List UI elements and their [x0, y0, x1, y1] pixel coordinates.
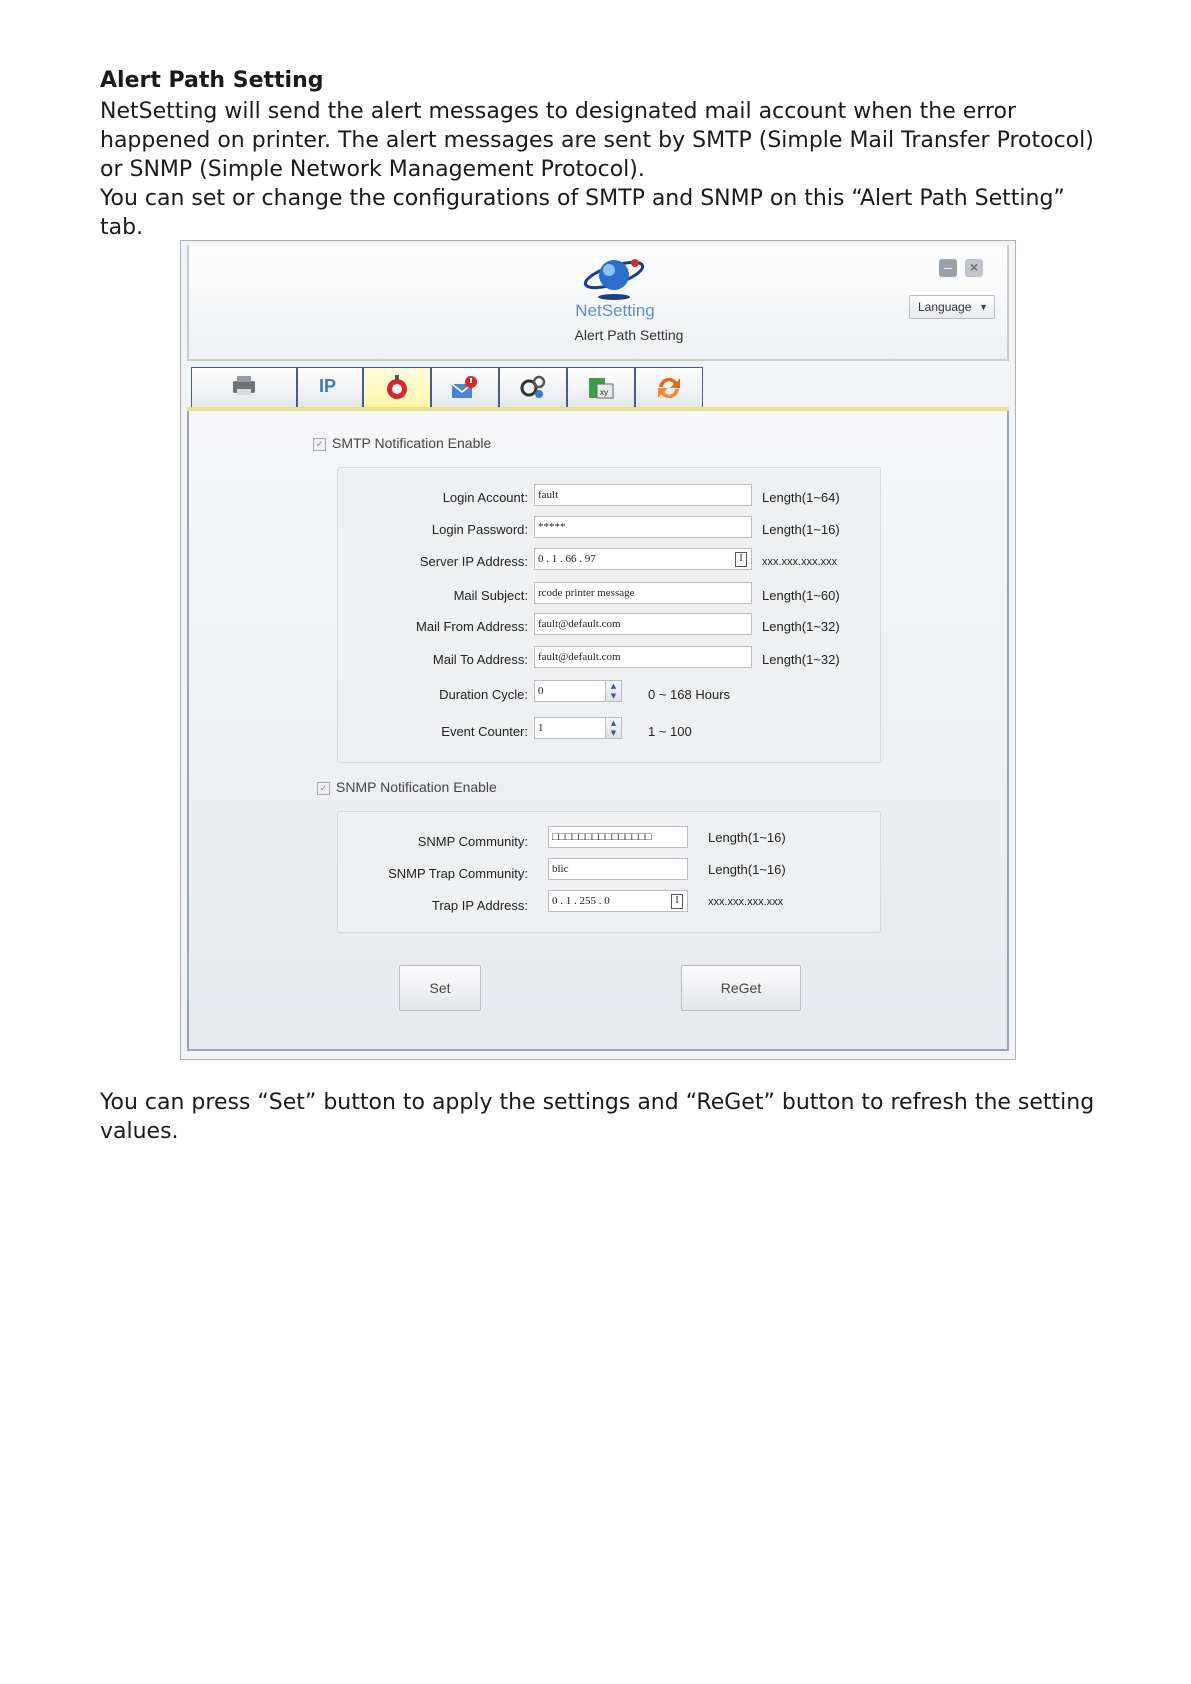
alert-bell-icon: [383, 374, 411, 400]
smtp-settings-group: [337, 467, 881, 763]
language-label: Language: [918, 300, 972, 314]
snmp-trap-community-input[interactable]: blic: [548, 858, 688, 880]
snmp-enable-label: SNMP Notification Enable: [336, 779, 497, 795]
alert-path-panel: [187, 411, 1009, 1051]
keyboard-card-icon: [587, 374, 615, 400]
server-ip-label: Server IP Address:: [419, 554, 528, 569]
tab-bar: [187, 367, 1009, 409]
duration-cycle-label: Duration Cycle:: [439, 687, 528, 702]
smtp-enable-checkbox[interactable]: [313, 435, 491, 451]
mail-subject-label: Mail Subject:: [453, 588, 528, 603]
text-cursor-icon: I: [671, 894, 683, 909]
refresh-icon: [655, 374, 683, 400]
tab-printer[interactable]: [191, 367, 297, 407]
checkmark-icon: ✓: [317, 782, 330, 795]
svg-text:IP: IP: [319, 376, 337, 396]
mail-from-input[interactable]: fault@default.com: [534, 613, 752, 635]
doc-outro: You can press “Set” button to apply the settings and “ReGet” button to refresh the setting values.: [100, 1090, 1095, 1144]
snmp-trap-community-hint: Length(1~16): [708, 862, 786, 877]
tab-configuration[interactable]: [499, 367, 567, 407]
snmp-trap-community-label: SNMP Trap Community:: [388, 866, 528, 881]
login-account-input[interactable]: fault: [534, 484, 752, 506]
event-counter-label: Event Counter:: [441, 724, 528, 739]
tab-refresh[interactable]: [635, 367, 703, 407]
mail-to-input[interactable]: fault@default.com: [534, 646, 752, 668]
language-dropdown[interactable]: [909, 295, 995, 319]
ip-network-icon: [316, 374, 344, 398]
reget-button[interactable]: ReGet: [681, 965, 801, 1011]
page-caption: Alert Path Setting: [574, 327, 684, 343]
intro-paragraph-1: NetSetting will send the alert messages to designated mail account when the error happened on printer. The alert messages are sent by SMTP (Simple Mail Transfer Protocol) or SNMP (Simple Network Management Protocol).: [100, 99, 1094, 182]
mail-subject-hint: Length(1~60): [762, 588, 840, 603]
trap-ip-label: Trap IP Address:: [431, 898, 528, 913]
minimize-icon: –: [944, 259, 952, 275]
snmp-community-hint: Length(1~16): [708, 830, 786, 845]
duration-cycle-value: 0: [538, 685, 544, 697]
mail-alert-icon: [451, 374, 479, 400]
event-counter-hint: 1 ~ 100: [648, 724, 692, 739]
tab-mail-alert[interactable]: [431, 367, 499, 407]
globe-logo-icon: [579, 251, 649, 307]
intro-paragraph-2: You can set or change the configurations of SMTP and SNMP on this “Alert Path Setting” tab.: [100, 186, 1065, 240]
snmp-community-input[interactable]: □□□□□□□□□□□□□□□: [548, 826, 688, 848]
login-password-hint: Length(1~16): [762, 522, 840, 537]
trap-ip-hint: xxx.xxx.xxx.xxx: [708, 896, 784, 908]
server-ip-input[interactable]: [534, 548, 752, 570]
mail-subject-input[interactable]: rcode printer message: [534, 582, 752, 604]
close-icon: ×: [969, 259, 979, 275]
gears-icon: [519, 374, 547, 400]
printer-icon: [230, 374, 258, 398]
minimize-button[interactable]: [939, 259, 957, 277]
server-ip-hint: xxx.xxx.xxx.xxx: [762, 556, 838, 568]
app-header: [187, 245, 1009, 361]
spinner-arrows-icon[interactable]: ▲ ▼: [605, 718, 621, 738]
snmp-settings-group: [337, 811, 881, 933]
login-password-label: Login Password:: [431, 522, 528, 537]
app-logo-text: NetSetting: [575, 301, 655, 320]
doc-intro: [100, 97, 1100, 242]
server-ip-value: 0 . 1 . 66 . 97: [538, 553, 596, 565]
mail-to-hint: Length(1~32): [762, 652, 840, 667]
checkmark-icon: ✓: [313, 438, 326, 451]
trap-ip-value: 0 . 1 . 255 . 0: [552, 895, 610, 907]
svg-text:xy: xy: [600, 388, 608, 397]
trap-ip-input[interactable]: [548, 890, 688, 912]
tab-alert-path[interactable]: [363, 367, 431, 409]
tab-keyboard[interactable]: [567, 367, 635, 407]
login-account-hint: Length(1~64): [762, 490, 840, 505]
mail-to-label: Mail To Address:: [432, 652, 528, 667]
doc-title: Alert Path Setting: [100, 68, 324, 93]
login-password-input[interactable]: *****: [534, 516, 752, 538]
event-counter-value: 1: [538, 722, 544, 734]
chevron-down-icon: ▼: [979, 302, 988, 312]
close-button[interactable]: [965, 259, 983, 277]
set-button[interactable]: Set: [399, 965, 481, 1011]
event-counter-stepper[interactable]: [534, 717, 622, 739]
smtp-enable-label: SMTP Notification Enable: [332, 435, 492, 451]
login-account-label: Login Account:: [442, 490, 528, 505]
snmp-community-label: SNMP Community:: [417, 834, 528, 849]
tab-ip-network[interactable]: [297, 367, 363, 407]
netsetting-window: [180, 240, 1016, 1060]
mail-from-label: Mail From Address:: [416, 619, 528, 634]
spinner-arrows-icon[interactable]: ▲ ▼: [605, 681, 621, 701]
mail-from-hint: Length(1~32): [762, 619, 840, 634]
snmp-enable-checkbox[interactable]: [317, 779, 497, 795]
duration-cycle-hint: 0 ~ 168 Hours: [648, 687, 731, 702]
text-cursor-icon: I: [735, 552, 747, 567]
duration-cycle-stepper[interactable]: [534, 680, 622, 702]
